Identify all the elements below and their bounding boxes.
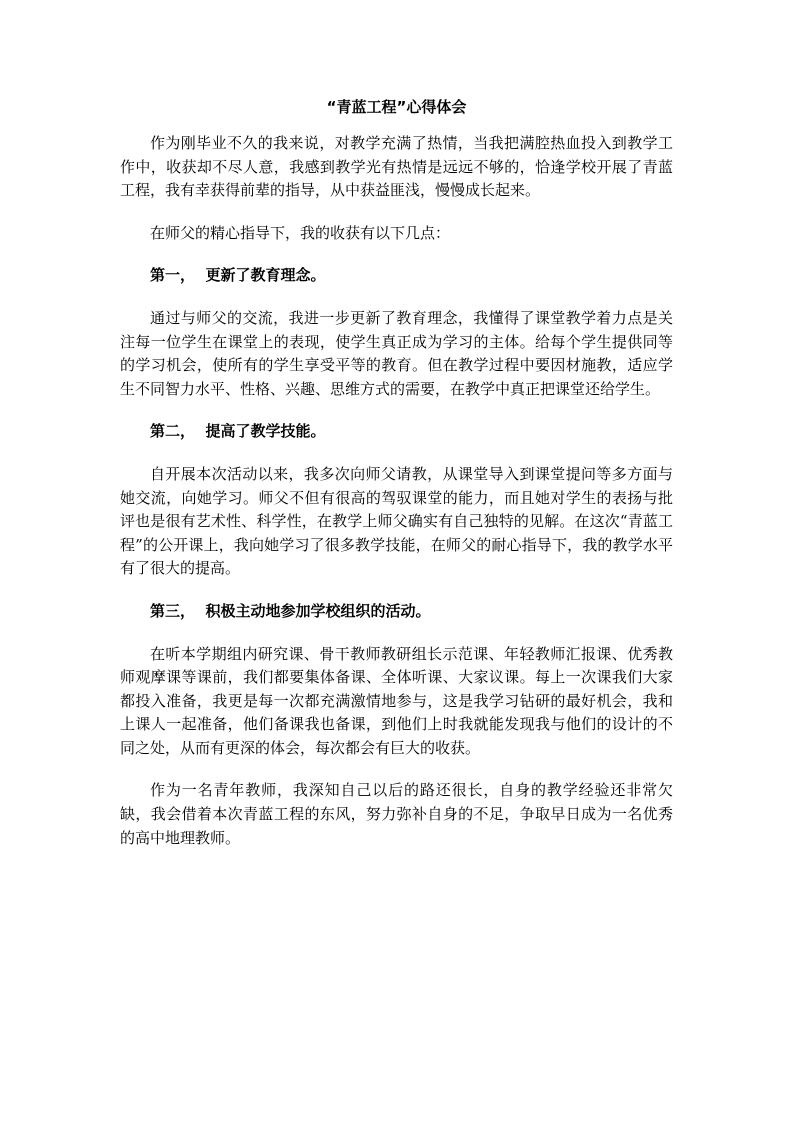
paragraph-conclusion: 作为一名青年教师，我深知自己以后的路还很长，自身的教学经验还非常欠缺，我会借着本次青蓝工程的东风，努力弥补自身的不足，争取早日成为一名优秀的高中地理教师。 [120,781,673,847]
paragraph-intro: 作为刚毕业不久的我来说，对教学充满了热情，当我把满腔热血投入到教学工作中，收获却不尽人意，我感到教学光有热情是远远不够的，恰逢学校开展了青蓝工程，我有幸获得前辈的指导，从中获益匪浅，慢慢成长起来。 [120,134,673,200]
document-title: “青蓝工程”心得体会 [326,98,467,116]
section-heading-3: 第三， 积极主动地参加学校组织的活动。 [150,601,431,620]
paragraph-summary: 在师父的精心指导下，我的收获有以下几点： [150,223,451,242]
section-heading-2: 第二， 提高了教学技能。 [150,422,326,441]
paragraph-section-2: 自开展本次活动以来，我多次向师父请教，从课堂导入到课堂提问等多方面与她交流，向她学习。师父不但有很高的驾驭课堂的能力，而且她对学生的表扬与批评也是很有艺术性、科学性，在教学上师父确实有自己独特的见解。在这次“青蓝工程”的公开课上，我向她学习了很多教学技能，在师父的耐心指导下，我的教学水平有了很大的提高。 [120,464,673,578]
paragraph-section-1: 通过与师父的交流，我进一步更新了教育理念，我懂得了课堂教学着力点是关注每一位学生在课堂上的表现，使学生真正成为学习的主体。给每个学生提供同等的学习机会，使所有的学生享受平等的教育。但在教学过程中要因材施教，适应学生不同智力水平、性格、兴趣、思维方式的需要，在教学中真正把课堂还给学生。 [120,308,673,398]
paragraph-section-3: 在听本学期组内研究课、骨干教师教研组长示范课、年轻教师汇报课、优秀教师观摩课等课前，我们都要集体备课、全体听课、大家议课。每上一次课我们大家都投入准备，我更是每一次都充满激情地参与，这是我学习钻研的最好机会，我和上课人一起准备，他们备课我也备课，到他们上时我就能发现我与他们的设计的不同之处，从而有更深的体会，每次都会有巨大的收获。 [120,644,673,757]
section-heading-1: 第一， 更新了教育理念。 [150,266,326,285]
document-body [120,96,673,869]
